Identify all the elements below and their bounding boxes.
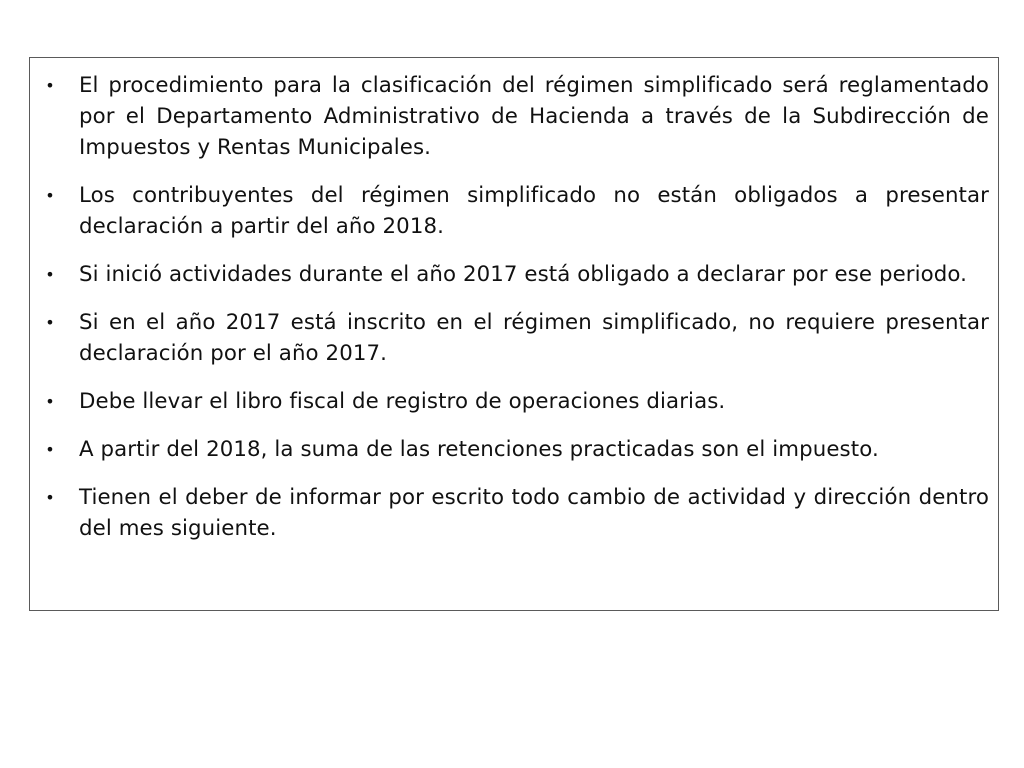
- bullet-icon: •: [45, 440, 55, 459]
- list-item: [30, 180, 989, 242]
- list-item-text: A partir del 2018, la suma de las retenciones practicadas son el impuesto.: [79, 437, 879, 462]
- list-item: [30, 70, 989, 163]
- list-item-text: Si en el año 2017 está inscrito en el régimen simplificado, no requiere presentar declaración por el año 2017.: [79, 310, 989, 366]
- bullet-list: [30, 70, 989, 544]
- list-item-text: Si inició actividades durante el año 2017 está obligado a declarar por ese periodo.: [79, 262, 968, 287]
- list-item-text: Tienen el deber de informar por escrito todo cambio de actividad y dirección dentro del mes siguiente.: [79, 485, 989, 541]
- bullet-icon: •: [45, 265, 55, 284]
- bullet-icon: •: [45, 76, 55, 95]
- list-item: [30, 386, 989, 417]
- list-item: [30, 434, 989, 465]
- bullet-icon: •: [45, 392, 55, 411]
- bullet-icon: •: [45, 313, 55, 332]
- list-item: [30, 307, 989, 369]
- list-item: [30, 259, 989, 290]
- list-item-text: El procedimiento para la clasificación del régimen simplificado será reglamentado por el Departamento Administrativo de Hacienda a través de la Subdirección de Impuestos y Rentas Municipales.: [79, 73, 989, 160]
- list-item-text: Los contribuyentes del régimen simplificado no están obligados a presentar declaración a partir del año 2018.: [79, 183, 989, 239]
- bullet-icon: •: [45, 186, 55, 205]
- list-item-text: Debe llevar el libro fiscal de registro de operaciones diarias.: [79, 389, 726, 414]
- bullet-icon: •: [45, 488, 55, 507]
- content-box: [29, 57, 999, 611]
- list-item: [30, 482, 989, 544]
